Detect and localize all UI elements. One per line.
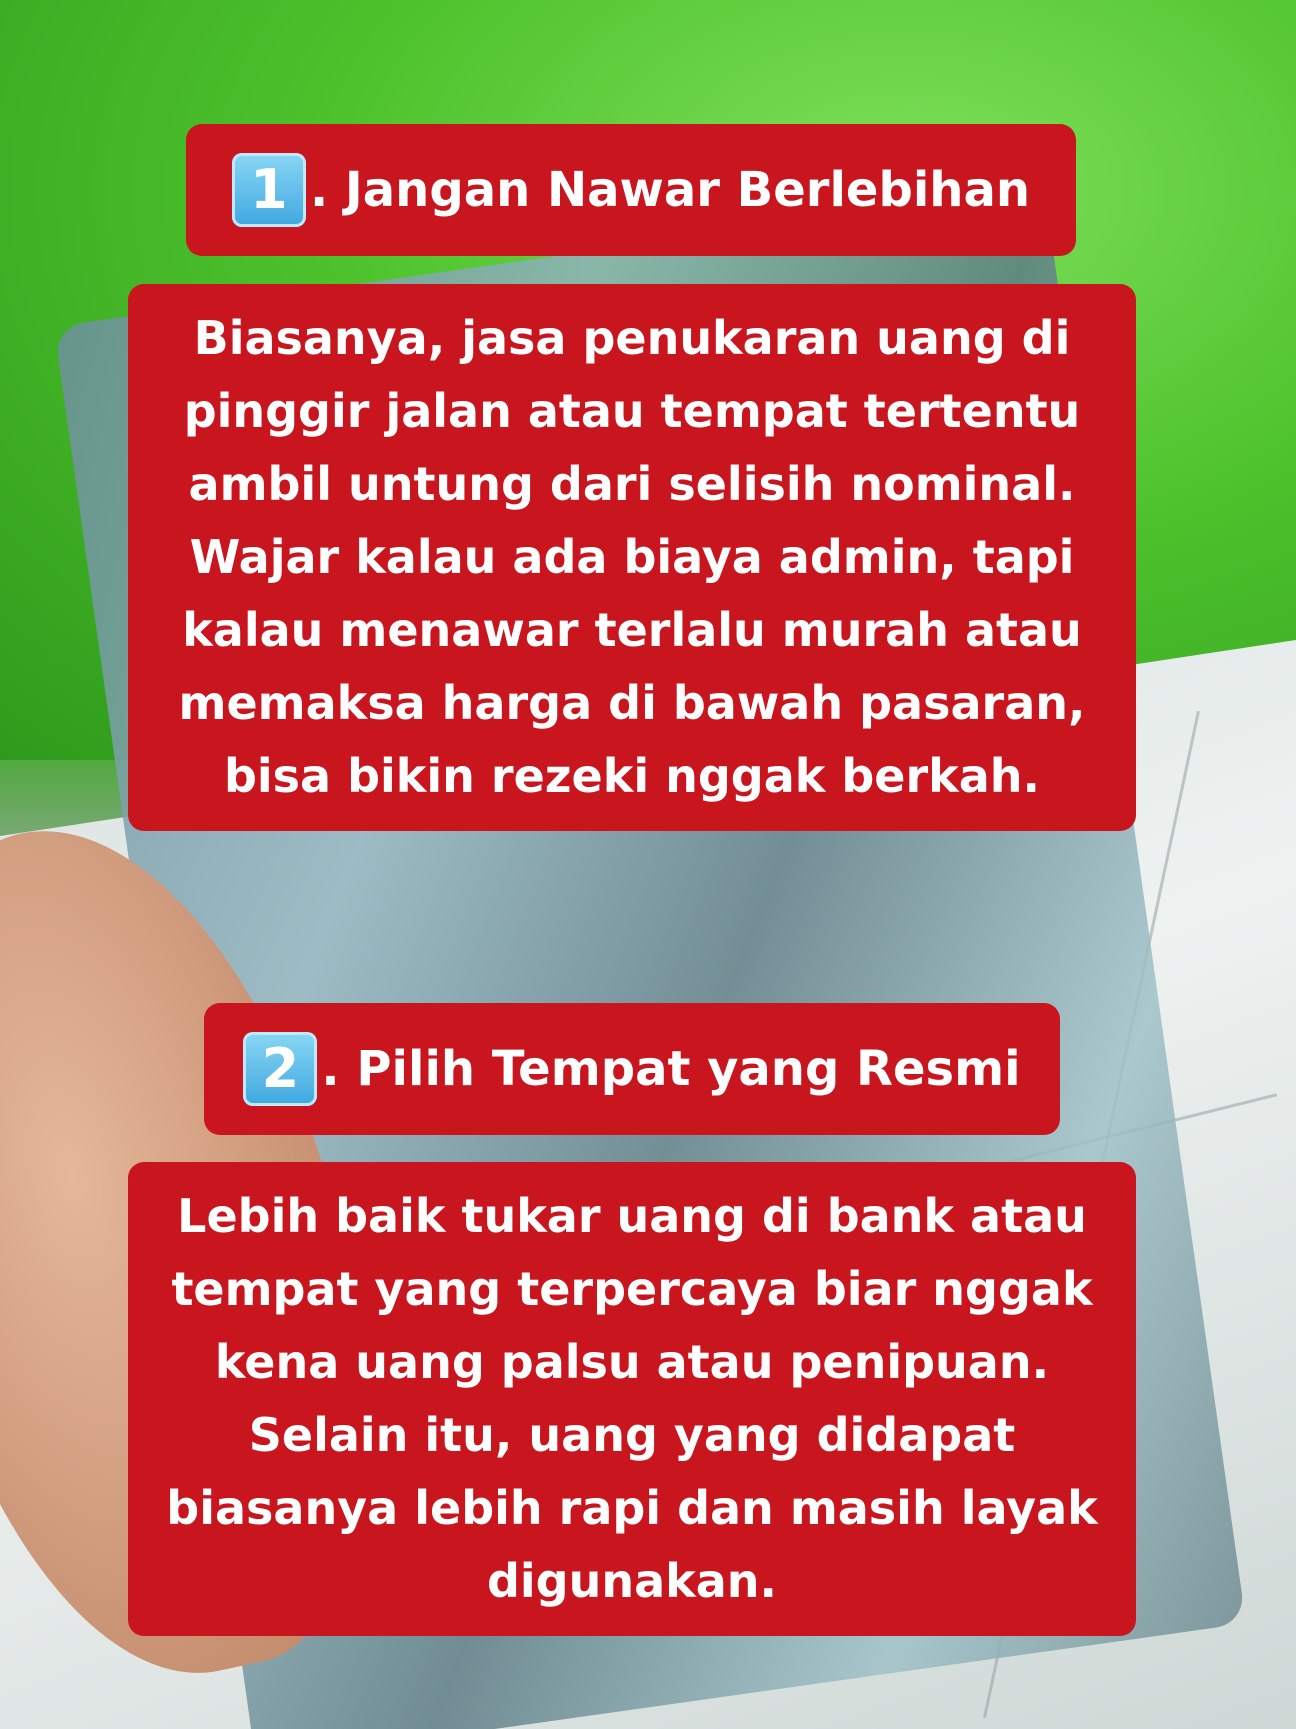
section-1-title: . Jangan Nawar Berlebihan	[309, 162, 1031, 218]
keycap-number-icon: 2	[243, 1032, 317, 1106]
section-1-heading	[186, 124, 1076, 256]
section-2-title: . Pilih Tempat yang Resmi	[321, 1041, 1021, 1097]
section-1-body-box	[128, 284, 1136, 831]
section-2-body: Lebih baik tukar uang di bank atau tempat yang terpercaya biar nggak kena uang palsu atau penipuan. Selain itu, uang yang didapat biasanya lebih rapi dan masih layak digunakan.	[166, 1189, 1098, 1608]
section-2-heading	[204, 1003, 1060, 1135]
section-1-body: Biasanya, jasa penukaran uang di pinggir jalan atau tempat tertentu ambil untung dari selisih nominal. Wajar kalau ada biaya admin, tapi kalau menawar terlalu murah atau memaksa harga di bawah pasaran, bisa bikin rezeki nggak berkah.	[178, 311, 1086, 803]
section-2-body-box	[128, 1162, 1136, 1636]
keycap-number-icon: 1	[232, 153, 306, 227]
